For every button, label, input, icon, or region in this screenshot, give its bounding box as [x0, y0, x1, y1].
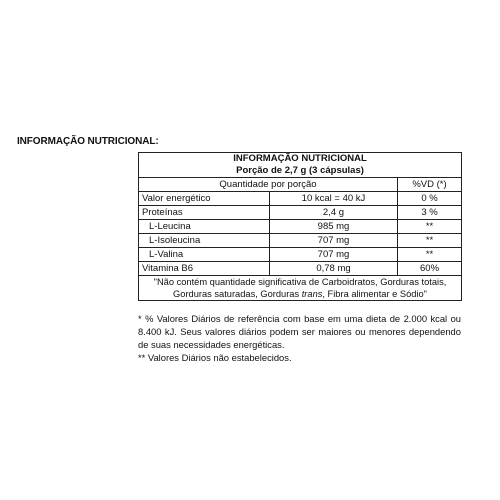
row-name: Valor energético	[139, 192, 270, 206]
table-portion: Porção de 2,7 g (3 cápsulas)	[236, 165, 364, 176]
note-daily-values: * % Valores Diários de referência com base em uma dieta de 2.000 kcal ou 8.400 kJ. Seus valores diários podem ser maiores ou menores dependendo de suas necessidades energéticas.	[138, 313, 461, 350]
row-vd: 60%	[398, 262, 462, 276]
row-name: L-Valina	[139, 248, 270, 262]
note-not-established: ** Valores Diários não estabelecidos.	[138, 352, 292, 363]
table-row	[139, 262, 462, 276]
row-name: Proteínas	[139, 206, 270, 220]
row-qty: 707 mg	[270, 234, 398, 248]
row-name: Vitamina B6	[139, 262, 270, 276]
row-vd: 3 %	[398, 206, 462, 220]
row-vd: **	[398, 220, 462, 234]
footnote-trans: trans	[301, 289, 323, 299]
table-row	[139, 192, 462, 206]
table-title-cell	[139, 153, 462, 178]
row-vd: **	[398, 234, 462, 248]
page-heading: INFORMAÇÃO NUTRICIONAL:	[17, 136, 159, 147]
table-footnote	[139, 276, 462, 301]
table-footnote-row	[139, 276, 462, 301]
table-title: INFORMAÇÃO NUTRICIONAL	[233, 153, 367, 164]
row-vd: 0 %	[398, 192, 462, 206]
row-name: L-Isoleucina	[139, 234, 270, 248]
column-header-row	[139, 178, 462, 192]
row-qty: 2,4 g	[270, 206, 398, 220]
footnote-line-2b: , Fibra alimentar e Sódio"	[322, 289, 427, 299]
row-vd: **	[398, 248, 462, 262]
column-header-vd: %VD (*)	[398, 178, 462, 192]
table-row	[139, 206, 462, 220]
row-qty: 707 mg	[270, 248, 398, 262]
nutrition-table-container	[138, 152, 461, 301]
footnote-line-1: "Não contém quantidade significativa de Carboidratos, Gorduras totais,	[153, 277, 447, 287]
table-header-row	[139, 153, 462, 178]
table-row	[139, 248, 462, 262]
row-qty: 985 mg	[270, 220, 398, 234]
footnote-line-2a: Gorduras saturadas, Gorduras	[173, 289, 302, 299]
column-header-qty: Quantidade por porção	[139, 178, 398, 192]
table-row	[139, 234, 462, 248]
row-qty: 10 kcal = 40 kJ	[270, 192, 398, 206]
nutrition-table	[138, 152, 462, 301]
table-row	[139, 220, 462, 234]
row-name: L-Leucina	[139, 220, 270, 234]
notes	[138, 312, 461, 364]
row-qty: 0,78 mg	[270, 262, 398, 276]
